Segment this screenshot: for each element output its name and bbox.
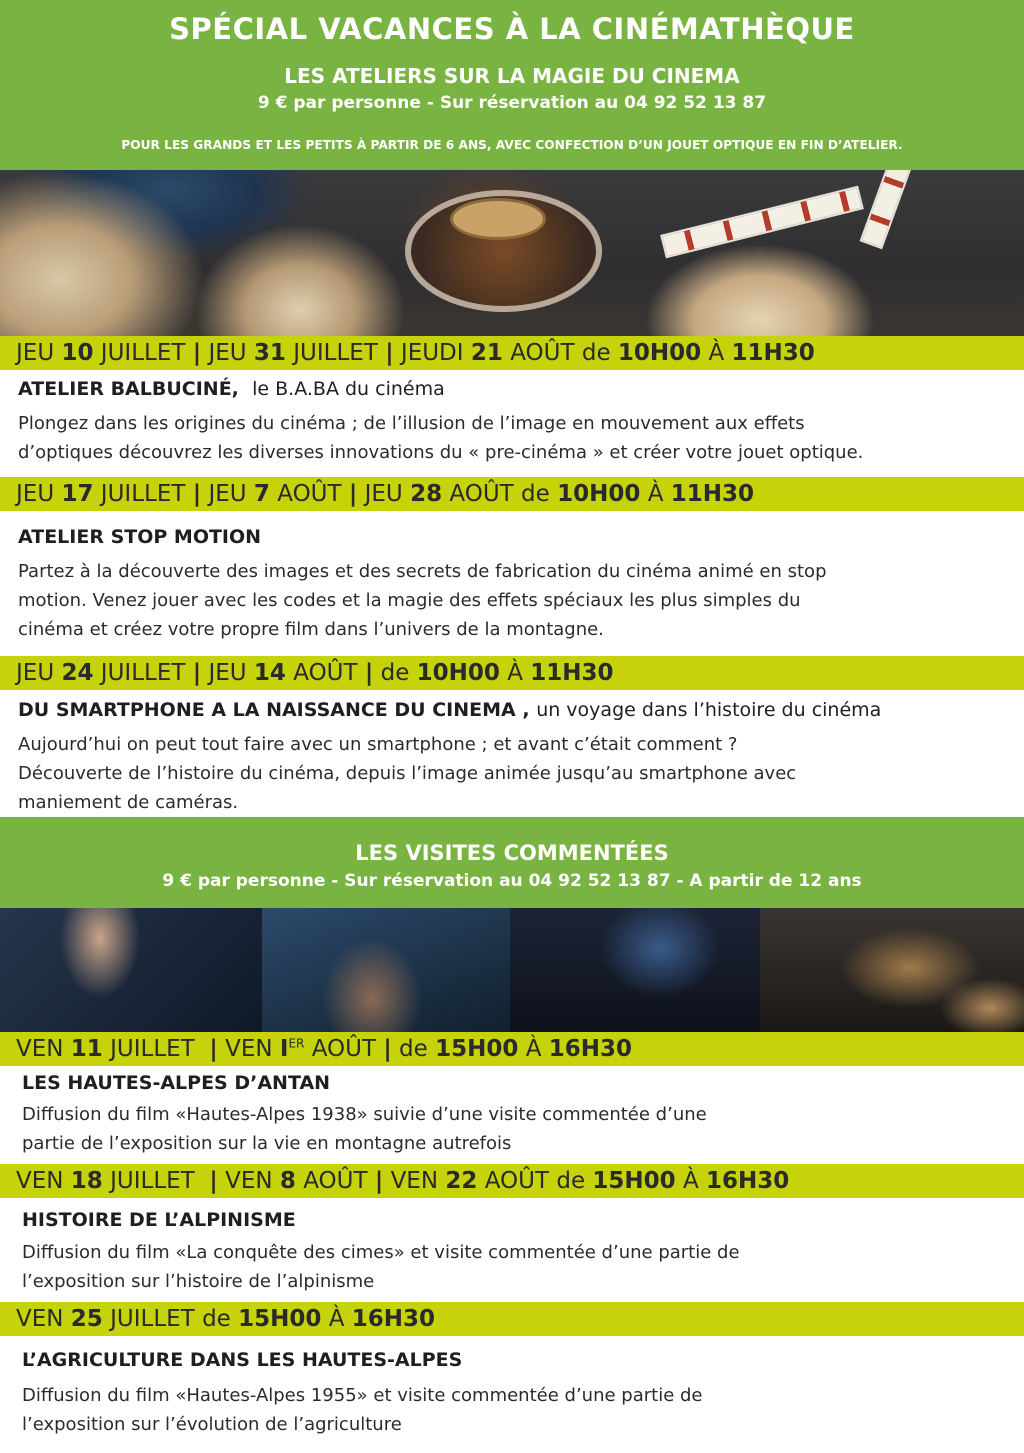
visits-title: LES VISITES COMMENTÉES <box>355 841 669 865</box>
atelier-1-date-bar <box>0 336 1024 370</box>
photo-child-zootrope <box>760 908 1024 1032</box>
atelier-2-date-bar <box>0 477 1024 511</box>
atelier-1-description: Plongez dans les origines du cinéma ; de l’illusion de l’image en mouvement aux effets d’optiques découvrez les diverses innovations du « pre-cinéma » et créer votre jouet optique. <box>18 413 864 463</box>
date-text: VEN 18 JUILLET | VEN 8 AOÛT | VEN 22 AOÛT de 15H00 À 16H30 <box>16 1168 790 1194</box>
visite-2-title: HISTOIRE DE L’ALPINISME <box>22 1209 296 1231</box>
photo-children-optical-toy <box>0 170 1024 336</box>
photo-guide-projector <box>0 908 262 1032</box>
visits-price: 9 € par personne - Sur réservation au 04 92 52 13 87 - A partir de 12 ans <box>162 871 862 891</box>
atelier-2-description: Partez à la découverte des images et des secrets de fabrication du cinéma animé en stop motion. Venez jouer avec les codes et la magie des effets spéciaux les plus simples du cinéma et créez votre propre film dans l’univers de la montagne. <box>18 561 827 640</box>
film-strip <box>660 186 864 259</box>
film-strip <box>860 170 925 249</box>
visits-header <box>0 817 1024 908</box>
visite-1-title: LES HAUTES-ALPES D’ANTAN <box>22 1072 331 1094</box>
ateliers-price: 9 € par personne - Sur réservation au 04 92 52 13 87 <box>257 93 767 113</box>
date-text: JEU 17 JUILLET | JEU 7 AOÛT | JEU 28 AOÛT de 10H00 À 11H30 <box>16 481 754 507</box>
date-text: VEN 25 JUILLET de 15H00 À 16H30 <box>16 1306 436 1332</box>
visite-3-title: L’AGRICULTURE DANS LES HAUTES-ALPES <box>22 1349 463 1371</box>
visite-3-date-bar <box>0 1302 1024 1336</box>
visite-2-date-bar <box>0 1164 1024 1198</box>
date-text: JEU 10 JUILLET | JEU 31 JUILLET | JEUDI 21 AOÛT de 10H00 À 11H30 <box>16 340 815 366</box>
photo-children-headphones <box>262 908 510 1032</box>
top-header <box>0 0 1024 170</box>
atelier-3-description: Aujourd’hui on peut tout faire avec un smartphone ; et avant c’était comment ? Découverte de l’histoire du cinéma, depuis l’image animée jusqu’au smartphone avec maniement de caméras. <box>18 734 797 813</box>
ateliers-subtitle: LES ATELIERS SUR LA MAGIE DU CINEMA <box>284 64 740 88</box>
visite-1-date-bar <box>0 1032 1024 1066</box>
visite-1-description: Diffusion du film «Hautes-Alpes 1938» suivie d’une visite commentée d’une partie de l’exposition sur la vie en montagne autrefois <box>22 1104 707 1154</box>
atelier-2-title: ATELIER STOP MOTION <box>18 526 262 548</box>
date-text: JEU 24 JUILLET | JEU 14 AOÛT | de 10H00 À 11H30 <box>16 660 614 686</box>
ateliers-audience: POUR LES GRANDS ET LES PETITS À PARTIR DE 6 ANS, AVEC CONFECTION D’UN JOUET OPTIQUE EN FIN D’ATELIER. <box>121 138 903 152</box>
atelier-3-title: DU SMARTPHONE A LA NAISSANCE DU CINEMA , un voyage dans l’histoire du cinéma <box>18 699 882 721</box>
visite-2-description: Diffusion du film «La conquête des cimes» et visite commentée d’une partie de l’exposition sur l’histoire de l’alpinisme <box>22 1242 740 1292</box>
atelier-3-date-bar <box>0 656 1024 690</box>
visite-3-description: Diffusion du film «Hautes-Alpes 1955» et visite commentée d’une partie de l’exposition sur l’évolution de l’agriculture <box>22 1385 703 1435</box>
date-text: VEN 11 JUILLET | VEN IER AOÛT | de 15H00 À 16H30 <box>16 1036 632 1062</box>
zootrope-disc <box>450 198 546 240</box>
page-title: SPÉCIAL VACANCES À LA CINÉMATHÈQUE <box>169 12 855 46</box>
photo-strip-visits <box>0 908 1024 1032</box>
atelier-1-title: ATELIER BALBUCINÉ, le B.A.BA du cinéma <box>18 378 445 400</box>
photo-group-visit <box>510 908 760 1032</box>
